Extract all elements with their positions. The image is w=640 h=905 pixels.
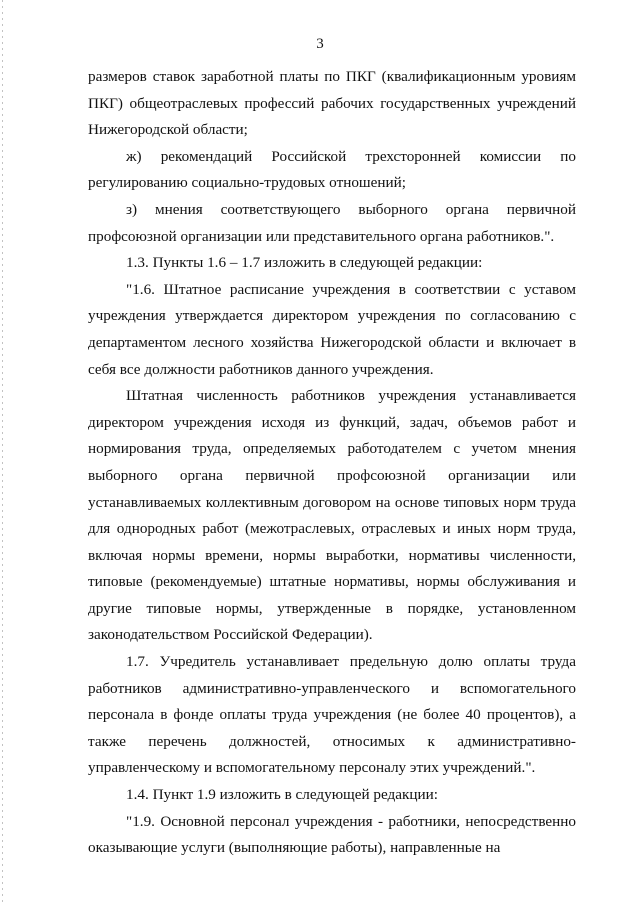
paragraph-1-3: 1.3. Пункты 1.6 – 1.7 изложить в следующей редакции: [126, 254, 483, 272]
paragraph-1-4: 1.4. Пункт 1.9 изложить в следующей редакции: [126, 786, 439, 804]
paragraph-item-zh: ж) рекомендаций Российской трехсторонней комиссии по регулированию социально-трудовых отношений; [88, 147, 576, 192]
document-body [88, 64, 576, 862]
paragraph-item-z: з) мнения соответствующего выборного органа первичной профсоюзной организации или представительного органа работников.". [88, 200, 576, 245]
paragraph-1-7: 1.7. Учредитель устанавливает предельную долю оплаты труда работников административно-управленческого и вспомогательного персонала в фонде оплаты труда учреждения (не более 40 процентов), а также перечень должностей, относимых к административно-управленческому и вспомогательному персоналу этих учреждений.". [88, 653, 576, 777]
scan-edge-divider [2, 0, 3, 905]
paragraph-1-6: "1.6. Штатное расписание учреждения в соответствии с уставом учреждения утверждается директором учреждения по согласованию с департаментом лесного хозяйства Нижегородской области и включает в себя все должности работников данного учреждения. [88, 280, 576, 378]
paragraph-continuation: размеров ставок заработной платы по ПКГ (квалификационным уровиям ПКГ) общеотраслевых профессий рабочих государственных учреждений Нижегородской области; [88, 68, 576, 139]
paragraph-staff-count: Штатная численность работников учреждения устанавливается директором учреждения исходя из функций, задач, объемов работ и нормирования труда, определяемых работодателем с учетом мнения выборного органа первичной профсоюзной организации или устанавливаемых коллективным договором на основе типовых норм труда для однородных работ (межотраслевых, отраслевых и иных норм труда, включая нормы времени, нормы выработки, нормативы численности, типовые (рекомендуемые) штатные нормативы, нормы обслуживания и другие типовые нормы, утвержденные в порядке, установленном законодательством Российской Федерации). [88, 387, 576, 644]
page-number: 3 [316, 36, 324, 52]
paragraph-1-9: "1.9. Основной персонал учреждения - работники, непосредственно оказывающие услуги (выполняющие работы), направленные на [88, 812, 576, 857]
